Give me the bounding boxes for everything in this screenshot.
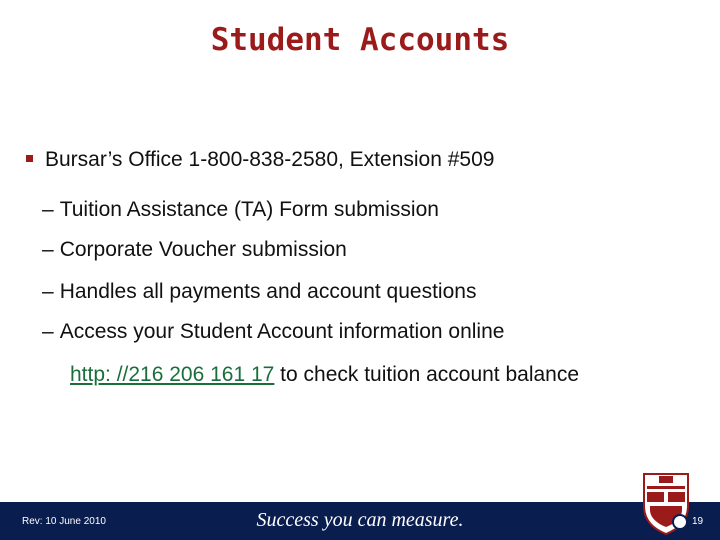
sub-item-label: Corporate Voucher submission [59, 238, 347, 261]
bullet-bursar-office [26, 148, 494, 172]
dash-marker: – [42, 320, 54, 343]
square-bullet-icon [26, 155, 33, 162]
sub-item-label: Access your Student Account information online [59, 320, 505, 343]
revision-date: Rev: 10 June 2010 [22, 516, 106, 527]
slide-title: Student Accounts [210, 22, 510, 58]
sub-item-tuition-assistance [42, 198, 439, 222]
bullet-text: Bursar’s Office 1-800-838-2580, Extension #509 [45, 148, 495, 171]
dash-marker: – [42, 238, 54, 261]
footer-bar [0, 502, 720, 540]
sub-item-payments [42, 280, 476, 304]
dash-marker: – [42, 280, 54, 303]
link-suffix: to check tuition account balance [274, 363, 580, 386]
sub-item-label: Handles all payments and account questions [59, 280, 477, 303]
account-balance-link[interactable]: http: //216 206 161 17 [70, 363, 275, 386]
sub-item-access-account [42, 320, 504, 344]
sub-item-label: Tuition Assistance (TA) Form submission [59, 198, 439, 221]
sub-item-corporate-voucher [42, 238, 347, 262]
dash-marker: – [42, 198, 54, 221]
page-number: 19 [692, 516, 704, 527]
link-row [70, 363, 579, 387]
footer-tagline: Success you can measure. [256, 509, 464, 531]
university-crest-logo [640, 470, 692, 536]
